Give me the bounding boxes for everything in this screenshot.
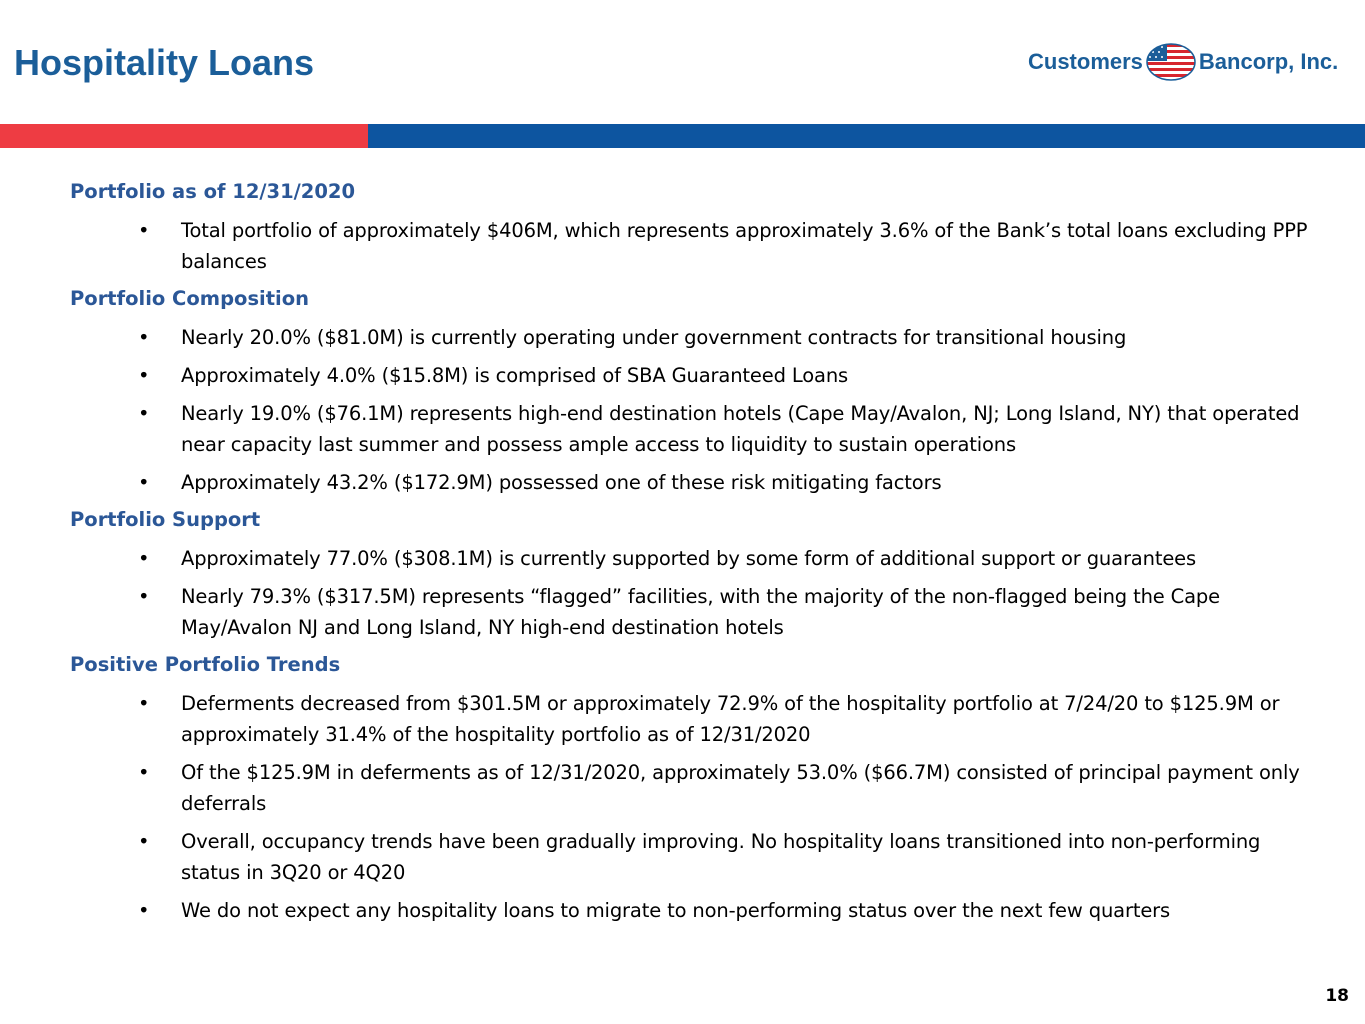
bullet-item [70, 543, 1310, 574]
section-positive-trends [70, 649, 1310, 926]
bullet-dot: • [138, 585, 150, 608]
section-portfolio-composition [70, 283, 1310, 498]
bullet-item [70, 757, 1310, 819]
bullet-dot: • [138, 471, 150, 494]
section-heading: Positive Portfolio Trends [70, 653, 341, 676]
bullet-text: Approximately 43.2% ($172.9M) possessed one of these risk mitigating factors [181, 471, 942, 494]
bullet-text: Of the $125.9M in deferments as of 12/31/2020, approximately 53.0% ($66.7M) consisted of principal payment only deferrals [181, 761, 1300, 815]
bullet-item [70, 360, 1310, 391]
bullet-item [70, 688, 1310, 750]
bullet-dot: • [138, 364, 150, 387]
bullet-item [70, 895, 1310, 926]
bullet-item [70, 581, 1310, 643]
page-title: Hospitality Loans [14, 42, 315, 83]
bullet-text: Deferments decreased from $301.5M or approximately 72.9% of the hospitality portfolio at 7/24/20 to $125.9M or approximately 31.4% of the hospitality portfolio as of 12/31/2020 [181, 692, 1280, 746]
bullet-list [70, 543, 1310, 643]
bullet-text: We do not expect any hospitality loans to migrate to non-performing status over the next few quarters [181, 899, 1171, 922]
bullet-list [70, 322, 1310, 498]
logo-text-right: Bancorp, Inc. [1198, 49, 1339, 74]
header-rule-red [0, 124, 368, 148]
section-heading: Portfolio Support [70, 508, 261, 531]
bullet-dot: • [138, 899, 150, 922]
bullet-dot: • [138, 402, 150, 425]
bullet-text: Nearly 20.0% ($81.0M) is currently operating under government contracts for transitional housing [181, 326, 1127, 349]
bullet-item [70, 826, 1310, 888]
bullet-dot: • [138, 692, 150, 715]
bullet-text: Total portfolio of approximately $406M, which represents approximately 3.6% of the Bank’s total loans excluding PPP balances [181, 219, 1308, 273]
bullet-item [70, 467, 1310, 498]
bullet-text: Approximately 77.0% ($308.1M) is currently supported by some form of additional support or guarantees [181, 547, 1197, 570]
bullet-dot: • [138, 830, 150, 853]
bullet-list [70, 688, 1310, 926]
bullet-list [70, 215, 1310, 277]
section-portfolio-support [70, 504, 1310, 643]
bullet-text: Overall, occupancy trends have been gradually improving. No hospitality loans transitioned into non-performing status in 3Q20 or 4Q20 [181, 830, 1261, 884]
company-logo [1028, 42, 1354, 82]
bullet-dot: • [138, 219, 150, 242]
bullet-item [70, 322, 1310, 353]
bullet-item [70, 398, 1310, 460]
flag-globe-icon [1145, 42, 1197, 82]
section-heading: Portfolio Composition [70, 287, 310, 310]
bullet-dot: • [138, 761, 150, 784]
page-number: 18 [1325, 986, 1349, 1006]
bullet-text: Nearly 19.0% ($76.1M) represents high-end destination hotels (Cape May/Avalon, NJ; Long Island, NY) that operated near capacity last summer and possess ample access to liquidity to sustain operations [181, 402, 1300, 456]
slide-content [70, 176, 1310, 932]
section-heading: Portfolio as of 12/31/2020 [70, 180, 356, 203]
section-portfolio-date [70, 176, 1310, 277]
bullet-dot: • [138, 326, 150, 349]
header-rule-blue [368, 124, 1365, 148]
bullet-dot: • [138, 547, 150, 570]
bullet-item [70, 215, 1310, 277]
bullet-text: Approximately 4.0% ($15.8M) is comprised of SBA Guaranteed Loans [181, 364, 849, 387]
logo-text-left: Customers [1028, 49, 1143, 74]
bullet-text: Nearly 79.3% ($317.5M) represents “flagged” facilities, with the majority of the non-flagged being the Cape May/Avalon NJ and Long Island, NY high-end destination hotels [181, 585, 1221, 639]
